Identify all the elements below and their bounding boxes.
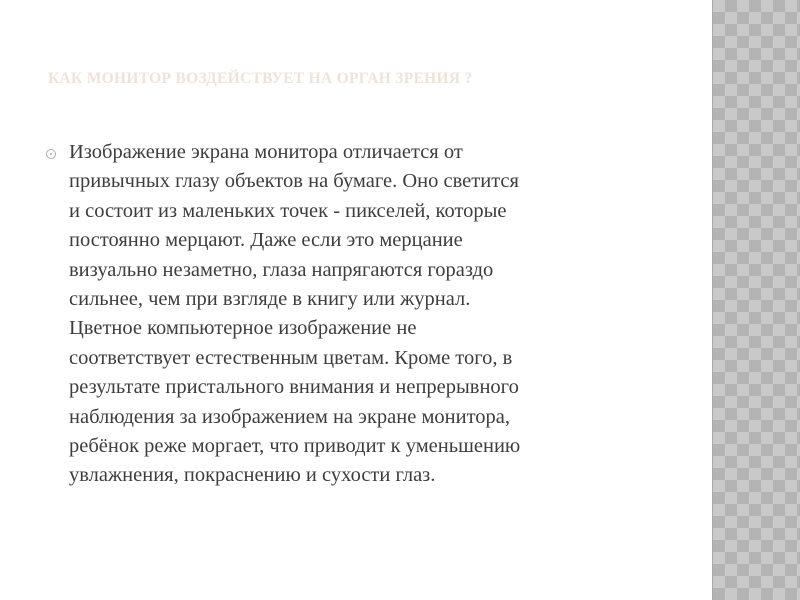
bullet-text: Изображение экрана монитора отличается от привычных глазу объектов на бумаге. Оно светится и состоит из маленьких точек - пикселей, которые постоянно мерцают. Даже если это мерцание визуально незаметно, глаза напрягаются гораздо сильнее, чем при взгляде в книгу или журнал. Цветное компьютерное изображение не соответствует естественным цветам. Кроме того, в результате пристального внимания и непрерывного наблюдения за изображением на экране монитора, ребёнок реже моргает, что приводит к уменьшению увлажнения, покраснению и сухости глаз.: [69, 141, 521, 487]
circle-bullet-icon: [46, 149, 56, 159]
bullet-item: [46, 138, 686, 491]
slide-title: КАК МОНИТОР ВОЗДЕЙСТВУЕТ НА ОРГАН ЗРЕНИЯ ?: [48, 70, 473, 87]
side-pattern-decoration: [712, 0, 800, 600]
slide-content: [46, 138, 686, 491]
